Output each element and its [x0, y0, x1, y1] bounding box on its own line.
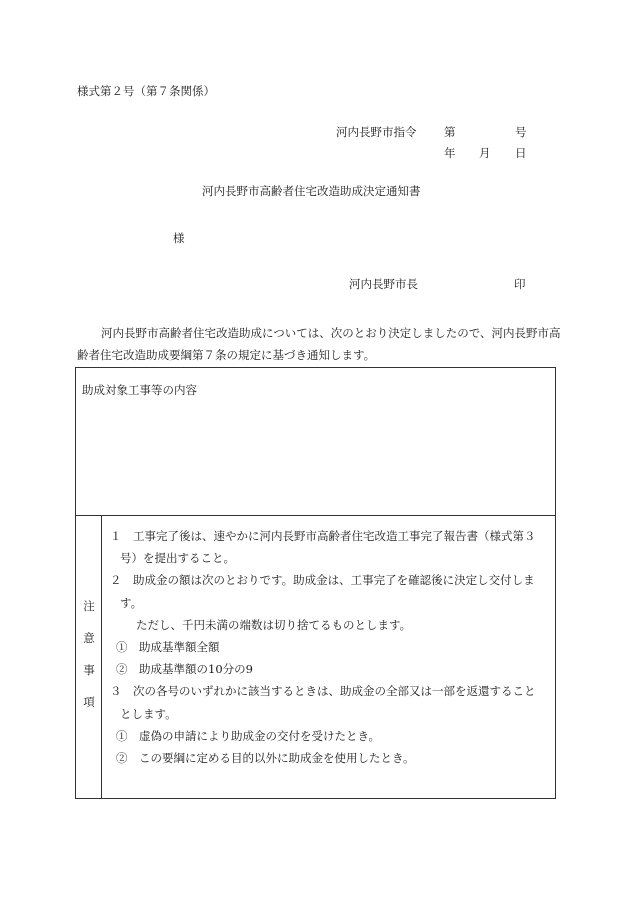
note-line: ただし、千円未満の端数は切り捨てるものとします。	[136, 617, 412, 632]
note-line: １ 工事完了後は、速やかに河内長野市高齢者住宅改造工事完了報告書（様式第３	[110, 529, 536, 543]
intro-paragraph: 河内長野市高齢者住宅改造助成については、次のとおり決定しましたので、河内長野市高齢者住宅改造助成要綱第７条の規定に基づき通知します。	[77, 326, 561, 362]
number-prefix: 第	[444, 125, 456, 139]
note-line: ① 虚偽の申請により助成金の交付を受けたとき。	[116, 728, 381, 743]
note-line: す。	[120, 595, 143, 610]
number-suffix: 号	[515, 125, 527, 139]
work-content-cell	[76, 368, 555, 516]
note-line: ３ 次の各号のいずれかに該当するときは、助成金の全部又は一部を返還すること	[110, 684, 536, 699]
document-title: 河内長野市高齢者住宅改造助成決定通知書	[202, 184, 421, 198]
note-line: ２ 助成金の額は次のとおりです。助成金は、工事完了を確認後に決定し交付しま	[110, 573, 535, 588]
notes-label-column	[76, 516, 102, 798]
seal-mark: 印	[514, 277, 526, 291]
notes-row	[76, 516, 555, 798]
note-line: 号）を提出すること。	[120, 551, 235, 566]
year-label: 年	[444, 146, 456, 160]
form-number: 様式第２号（第７条関係）	[77, 84, 215, 98]
addressee-suffix: 様	[173, 231, 185, 245]
day-label: 日	[515, 146, 527, 160]
notes-label-char: 意	[83, 631, 95, 645]
notes-label-char: 事	[83, 663, 95, 677]
note-line: ② この要綱に定める目的以外に助成金を使用したとき。	[116, 751, 415, 766]
notes-label-char: 注	[83, 599, 95, 613]
notes-body	[110, 525, 550, 769]
decision-table	[75, 367, 556, 799]
notes-label-char: 項	[83, 695, 95, 709]
month-label: 月	[479, 146, 491, 160]
note-line: とします。	[120, 706, 177, 721]
work-content-label: 助成対象工事等の内容	[82, 383, 197, 397]
note-line: ② 助成基準額の10分の9	[116, 662, 253, 677]
issuer-label: 河内長野市指令	[336, 125, 417, 139]
sender-name: 河内長野市長	[349, 277, 418, 291]
note-line: ① 助成基準額全額	[116, 640, 220, 655]
